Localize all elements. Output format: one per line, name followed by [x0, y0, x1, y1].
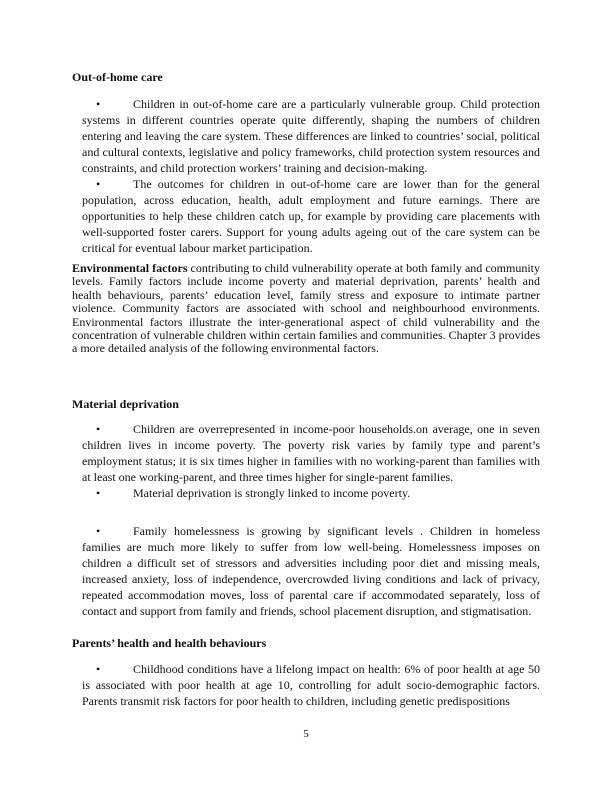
bullet-text: The outcomes for children in out-of-home care are lower than for the general population, across education, health, adult employment and future earnings. There are opportunities to help these children catch up, for example by providing care placements with well-supported foster carers. Support for young adults ageing out of the care system can be critical for eventual labour market participation.: [82, 177, 540, 255]
section-heading-out-of-home-care: [72, 69, 540, 85]
section-heading-material-deprivation: [72, 396, 540, 412]
bullet-item-care-vulnerable-group: [82, 96, 540, 176]
bullet-item-material-deprivation-link: [82, 485, 540, 501]
bullet-text: Material deprivation is strongly linked to income poverty.: [133, 485, 411, 500]
bullet-icon: •: [96, 421, 101, 436]
page-number: 5: [303, 728, 309, 740]
section-heading-label: Material deprivation: [72, 396, 179, 411]
bullet-text: Family homelessness is growing by significant levels . Children in homeless families are much more likely to suffer from low well-being. Homelessness imposes on children a difficult set of stressors and adversities including poor diet and missing meals, increased anxiety, loss of independence, overcrowded living conditions and lack of privacy, repeated accommodation moves, loss of parental care if accommodated separately, loss of contact and support from family and friends, school placement disruption, and stigmatisation.: [82, 523, 540, 618]
paragraph-environmental-factors: [72, 262, 540, 356]
bullet-item-childhood-conditions: [82, 661, 540, 709]
bullet-icon: •: [96, 177, 101, 191]
bullet-text: Childhood conditions have a lifelong impact on health: 6% of poor health at age 50 is associated with poor health at age 10, controlling for adult socio-demographic factors. Parents transmit risk factors for poor health to children, including genetic predispositions: [82, 661, 540, 708]
section-heading-parents-health: [72, 635, 540, 651]
bullet-text: Children are overrepresented in income-poor households.on average, one in seven children lives in income poverty. The poverty risk varies by family type and parent’s employment status; it is six times higher in families with no working-parent than families with at least one working-parent, and three times higher for single-parent families.: [82, 421, 540, 484]
bullet-icon: •: [96, 97, 101, 111]
bullet-icon: •: [96, 523, 101, 538]
section-heading-label: Parents’ health and health behaviours: [72, 635, 267, 650]
paragraph-text: contributing to child vulnerability operate at both family and community levels. Family factors include income poverty and material deprivation, parents’ health and health behaviours, parents’ education level, family stress and exposure to intimate partner violence. Community factors are associated with school and neighbourhood environments. Environmental factors illustrate the inter-generational aspect of child vulnerability and the concentration of vulnerable children within certain families and communities. Chapter 3 provides a more detailed analysis of the following environmental factors.: [72, 261, 541, 356]
paragraph-lead-bold: Environmental factors: [72, 261, 188, 275]
bullet-item-family-homelessness: [82, 523, 540, 619]
bullet-item-income-poor: [82, 421, 540, 485]
bullet-text: Children in out-of-home care are a particularly vulnerable group. Child protection systems in different countries operate quite differently, shaping the numbers of children entering and leaving the care system. These differences are linked to countries’ social, political and cultural contexts, legislative and policy frameworks, child protection system resources and constraints, and child protection workers’ training and decision-making.: [82, 97, 540, 175]
section-heading-label: Out-of-home care: [72, 70, 163, 84]
bullet-icon: •: [96, 661, 101, 676]
bullet-icon: •: [96, 485, 101, 500]
bullet-item-care-outcomes: [82, 176, 540, 256]
